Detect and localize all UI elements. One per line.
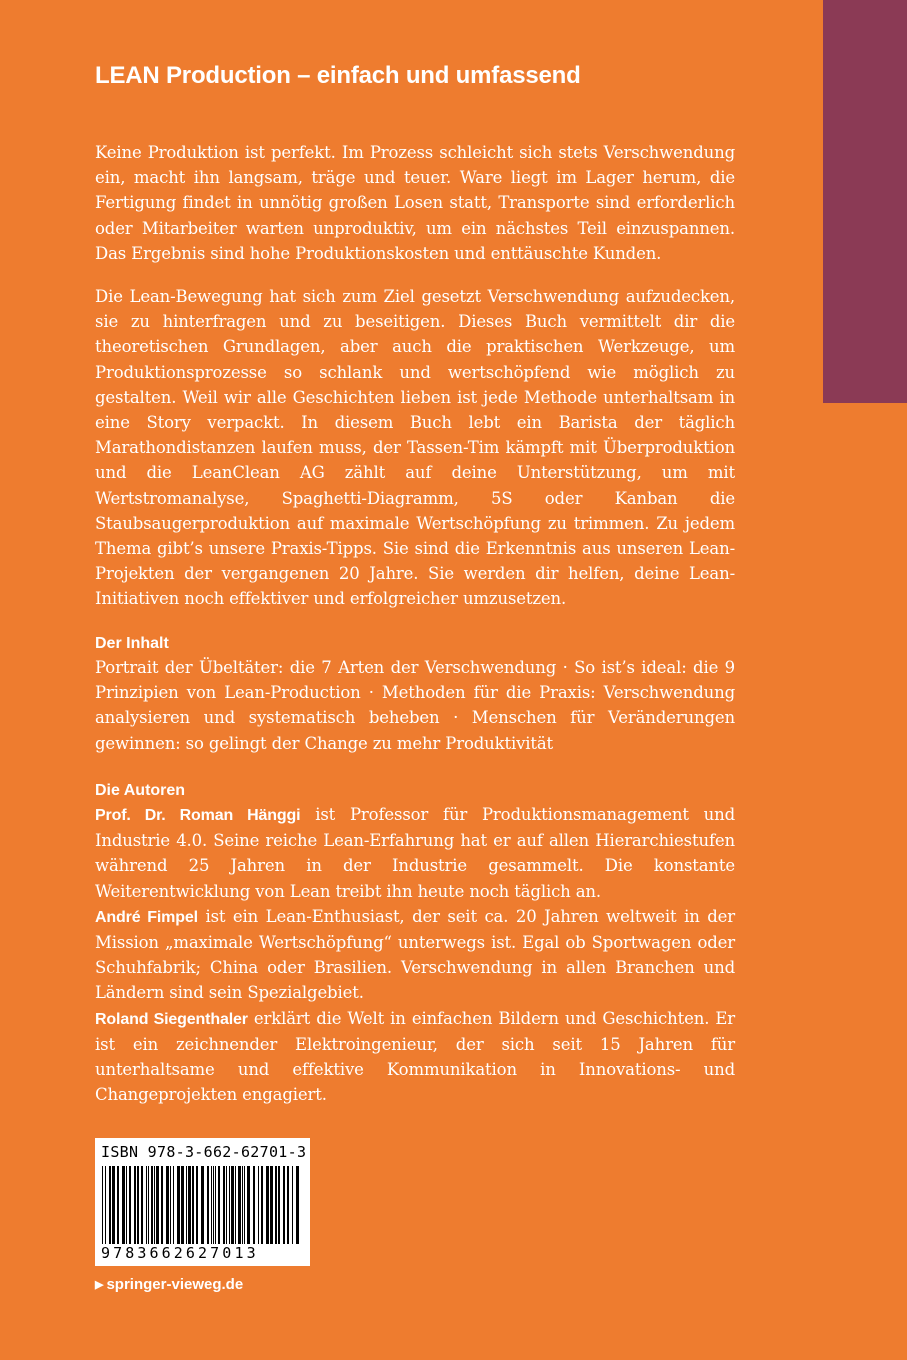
- author-name: Prof. Dr. Roman Hänggi: [95, 807, 301, 824]
- barcode-bar: [253, 1166, 255, 1244]
- barcode-bar: [287, 1166, 289, 1244]
- barcode-bar: [109, 1166, 111, 1244]
- isbn-barcode: [95, 1138, 310, 1266]
- barcode-bar: [215, 1166, 216, 1244]
- barcode-bar: [207, 1166, 209, 1244]
- book-title: LEAN Production – einfach und umfassend: [95, 62, 581, 89]
- barcode-bar: [226, 1166, 227, 1244]
- barcode-bar: [258, 1166, 259, 1244]
- barcode-bar: [218, 1166, 220, 1244]
- author-name: Roland Siegenthaler: [95, 1010, 248, 1028]
- barcode-digits: 9783662627013: [101, 1244, 259, 1262]
- contents-heading: Der Inhalt: [95, 635, 169, 652]
- author-name: André Fimpel: [95, 908, 198, 926]
- barcode-bar: [266, 1166, 269, 1244]
- barcode-bar: [292, 1166, 293, 1244]
- barcode-bar: [283, 1166, 285, 1244]
- barcode-bar: [275, 1166, 277, 1244]
- barcode-bar: [105, 1166, 106, 1244]
- author-bio: erklärt die Welt in einfachen Bildern und Geschichten. Er ist ein zeichnender Elektroingenieur, der sich seit 15 Jahren für unterhaltsame und effektive Kommunikation in Innovations- und Changeprojekten engagiert.: [95, 1008, 735, 1105]
- intro-paragraph-2: Die Lean-Bewegung hat sich zum Ziel gesetzt Verschwendung aufzudecken, sie zu hinterfragen und zu beseitigen. Dieses Buch vermittelt dir die theoretischen Grundlagen, aber auch die praktischen Werkzeuge, um Produktionsprozesse so schlank und wertschöpfend wie möglich zu gestalten. Weil wir alle Geschichten lieben ist jede Methode unterhaltsam in eine Story verpackt. In diesem Buch lebt ein Barista der täglich Marathondistanzen laufen muss, der Tassen-Tim kämpft mit Überproduktion und die LeanClean AG zählt auf deine Unterstützung, um mit Wertstromanalyse, Spaghetti-Diagramm, 5S oder Kanban die Staubsaugerproduktion auf maximale Wertschöpfung zu trimmen. Zu jedem Thema gibt’s unsere Praxis-Tipps. Sie sind die Erkenntnis aus unseren Lean-Projekten der vergangenen 20 Jahre. Sie werden dir helfen, deine Lean-Initiativen noch effektiver und erfolgreicher umzusetzen.: [95, 287, 735, 609]
- barcode-bar: [177, 1166, 180, 1244]
- barcode-bar: [201, 1166, 204, 1244]
- barcode-bar: [296, 1166, 299, 1244]
- contents-section: [95, 633, 735, 756]
- barcode-bar: [112, 1166, 115, 1244]
- author-entry: [95, 904, 735, 1006]
- barcode-bar: [235, 1166, 236, 1244]
- barcode-bar: [137, 1166, 139, 1244]
- barcode-bars: [102, 1166, 302, 1244]
- barcode-bar: [129, 1166, 131, 1244]
- barcode-bar: [148, 1166, 149, 1244]
- author-bio: ist ein Lean-Enthusiast, der seit ca. 20 Jahren weltweit in der Mission „maximale Wertschöpfung“ unterwegs ist. Egal ob Sportwagen oder Schuhfabrik; China oder Brasilien. Verschwendung in allen Branchen und Ländern sind sein Spezialgebiet.: [95, 906, 735, 1003]
- authors-section: [95, 780, 735, 1107]
- author-entry: [95, 802, 735, 904]
- author-entry: [95, 1006, 735, 1108]
- triangle-right-icon: ▶: [95, 1279, 104, 1291]
- barcode-bar: [192, 1166, 194, 1244]
- authors-heading: Die Autoren: [95, 782, 186, 799]
- intro-paragraph-1: Keine Produktion ist perfekt. Im Prozess schleicht sich stets Verschwendung ein, macht ihn langsam, träge und teuer. Ware liegt im Lager herum, die Fertigung findet in unnötig großen Losen statt, Transporte sind erforderlich oder Mitarbeiter warten unproduktiv, um ein nächstes Teil einzuspannen. Das Ergebnis sind hohe Produktionskosten und enttäuschte Kunden.: [95, 143, 735, 263]
- barcode-bar: [166, 1166, 169, 1244]
- barcode-bar: [141, 1166, 143, 1244]
- barcode-bar: [238, 1166, 241, 1244]
- barcode-bar: [247, 1166, 250, 1244]
- barcode-bar: [146, 1166, 147, 1244]
- author-bio: ist Professor für Produktionsmanagement und Industrie 4.0. Seine reiche Lean-Erfahrung hat er auf allen Hierarchiestufen während 25 Jahren in der Industrie gesammelt. Die konstante Weiterentwicklung von Lean treibt ihn heute noch täglich an.: [95, 805, 735, 901]
- barcode-bar: [261, 1166, 263, 1244]
- barcode-bar: [242, 1166, 243, 1244]
- barcode-bar: [126, 1166, 127, 1244]
- website-url: springer-vieweg.de: [106, 1276, 244, 1293]
- publisher-website[interactable]: [95, 1276, 243, 1293]
- barcode-bar: [154, 1166, 155, 1244]
- barcode-bar: [102, 1166, 103, 1244]
- barcode-bar: [186, 1166, 187, 1244]
- barcode-bar: [231, 1166, 234, 1244]
- accent-bar: [823, 0, 907, 403]
- contents-text: Portrait der Übeltäter: die 7 Arten der Verschwendung · So ist’s ideal: die 9 Prinzipien von Lean-Production · Methoden für die Praxis: Verschwendung analysieren und systematisch beheben · Menschen für Veränderungen gewinnen: so gelingt der Change zu mehr Produktivität: [95, 658, 735, 753]
- barcode-bar: [278, 1166, 280, 1244]
- barcode-bar: [213, 1166, 214, 1244]
- barcode-bar: [134, 1166, 136, 1244]
- barcode-bar: [156, 1166, 159, 1244]
- barcode-bar: [181, 1166, 184, 1244]
- barcode-bar: [244, 1166, 245, 1244]
- barcode-bar: [223, 1166, 225, 1244]
- barcode-bar: [188, 1166, 191, 1244]
- barcode-bar: [170, 1166, 171, 1244]
- barcode-bar: [161, 1166, 163, 1244]
- barcode-bar: [117, 1166, 119, 1244]
- barcode-bar: [151, 1166, 153, 1244]
- barcode-bar: [173, 1166, 174, 1244]
- barcode-bar: [122, 1166, 125, 1244]
- barcode-bar: [270, 1166, 273, 1244]
- barcode-bar: [196, 1166, 198, 1244]
- barcode-bar: [211, 1166, 212, 1244]
- barcode-bar: [229, 1166, 230, 1244]
- isbn-label: ISBN 978-3-662-62701-3: [101, 1143, 307, 1161]
